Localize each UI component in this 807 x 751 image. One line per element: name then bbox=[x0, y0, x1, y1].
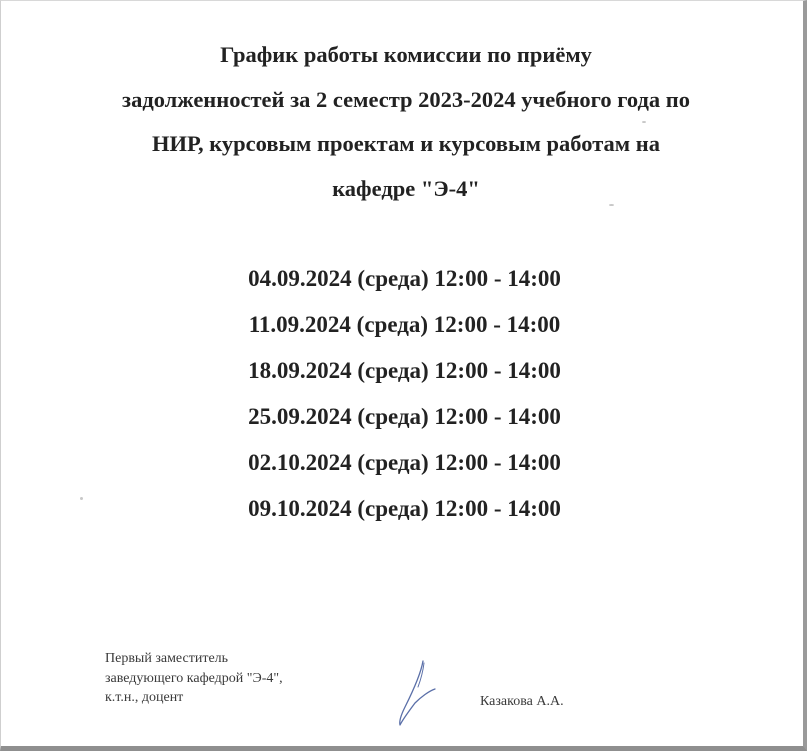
title-line: кафедре "Э-4" bbox=[332, 175, 480, 201]
schedule-entry: 11.09.2024 (среда) 12:00 - 14:00 bbox=[248, 312, 561, 337]
signer-position bbox=[105, 649, 283, 708]
schedule-entry: 09.10.2024 (среда) 12:00 - 14:00 bbox=[248, 496, 561, 521]
title-line: График работы комиссии по приёму bbox=[220, 42, 592, 67]
position-line: Первый заместитель bbox=[105, 651, 229, 666]
schedule-entry: 04.09.2024 (среда) 12:00 - 14:00 bbox=[248, 266, 561, 291]
signature-stroke bbox=[400, 661, 435, 725]
scan-speck bbox=[80, 497, 83, 500]
scan-speck bbox=[609, 204, 614, 206]
position-line: к.т.н., доцент bbox=[105, 690, 184, 705]
schedule-list bbox=[1, 259, 807, 535]
position-line: заведующего кафедрой "Э-4", bbox=[105, 670, 283, 686]
document-title bbox=[41, 33, 771, 211]
schedule-entry: 18.09.2024 (среда) 12:00 - 14:00 bbox=[248, 358, 561, 383]
scan-speck bbox=[642, 121, 646, 123]
schedule-entry: 02.10.2024 (среда) 12:00 - 14:00 bbox=[248, 450, 561, 475]
title-line: НИР, курсовым проектам и курсовым работам на bbox=[152, 131, 660, 156]
handwritten-signature bbox=[391, 659, 441, 729]
schedule-entry: 25.09.2024 (среда) 12:00 - 14:00 bbox=[248, 404, 561, 429]
signer-name: Казакова А.А. bbox=[480, 694, 564, 709]
title-line: задолженностей за 2 семестр 2023-2024 учебного года по bbox=[122, 86, 690, 112]
